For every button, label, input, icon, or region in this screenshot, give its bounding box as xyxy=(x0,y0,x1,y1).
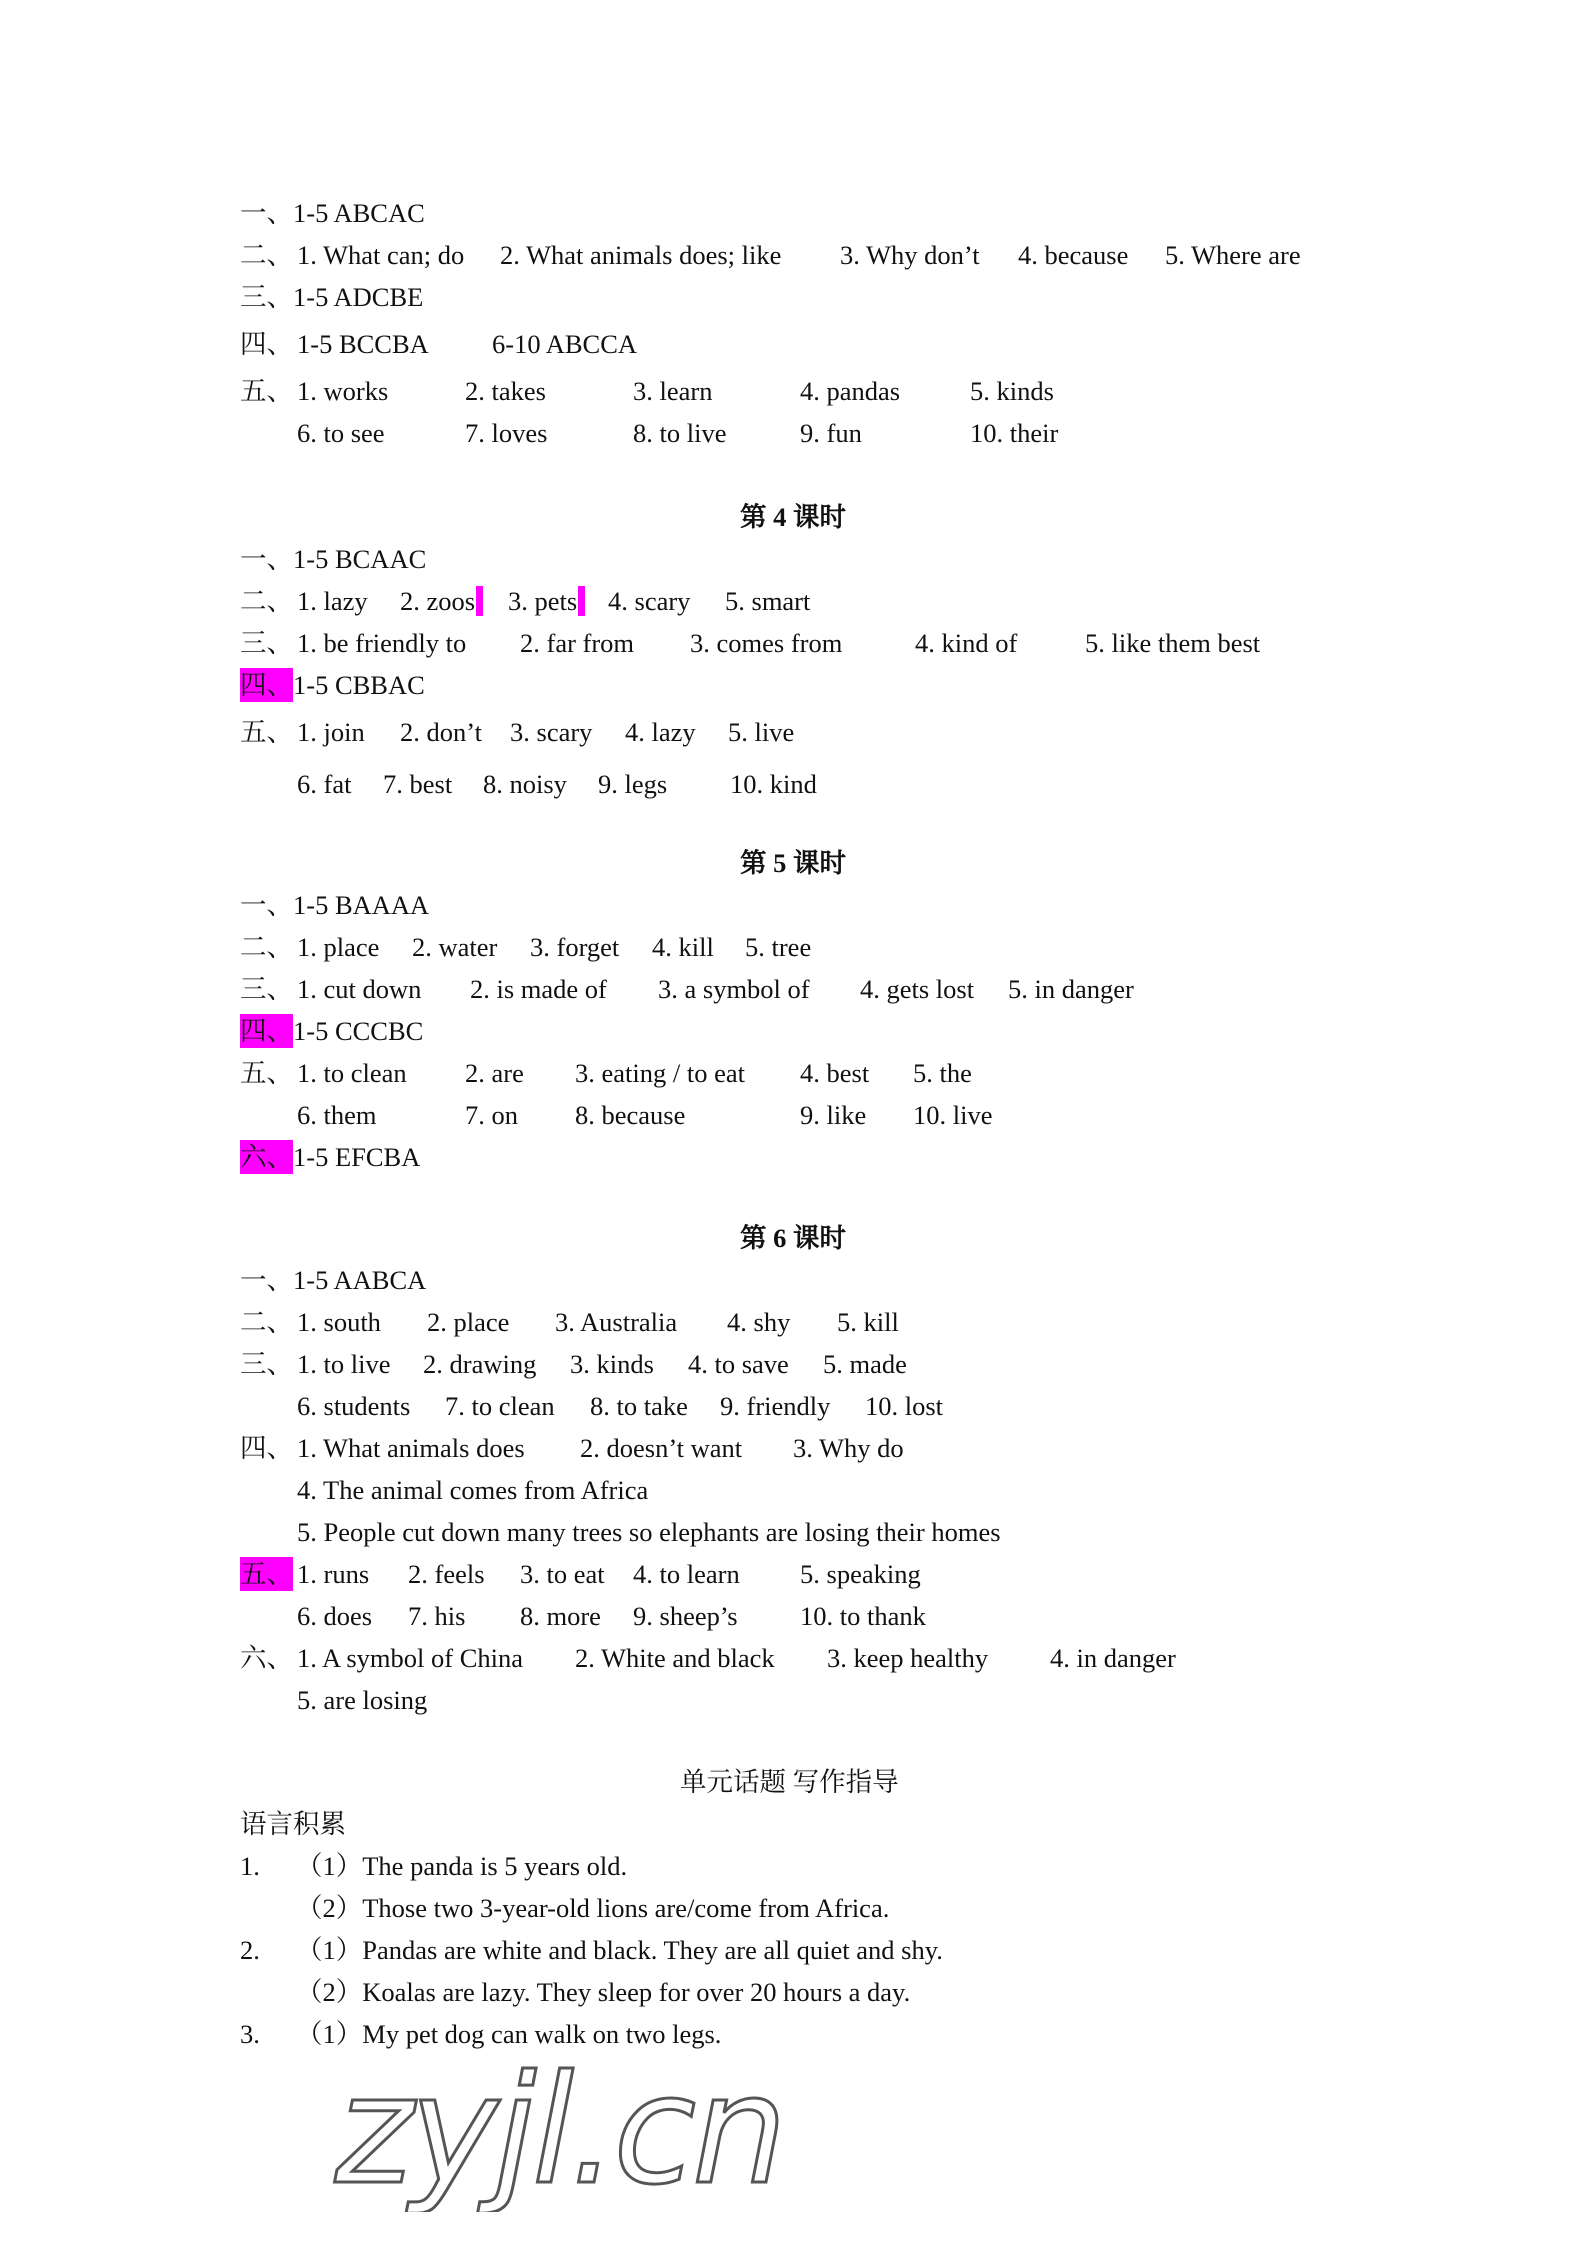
answer-item-text: 3. pets xyxy=(508,586,578,616)
answer-item: 10. live xyxy=(913,1100,993,1130)
section-title: 第 4 课时 xyxy=(740,502,846,532)
question-number: 五、 xyxy=(240,376,293,406)
answer-item: 5. in danger xyxy=(1008,974,1134,1004)
answer-row xyxy=(240,715,940,749)
answer-item: 4. because xyxy=(1018,240,1129,270)
answer-row xyxy=(240,196,425,230)
item-text: （1）My pet dog can walk on two legs. xyxy=(296,2019,722,2049)
answer-item: 3. comes from xyxy=(690,628,843,658)
question-number: 二、 xyxy=(240,240,293,270)
answer-item: 1. lazy xyxy=(297,586,368,616)
answer-item: 1. runs xyxy=(297,1559,370,1589)
answer-item: 7. loves xyxy=(465,418,548,448)
answer-row xyxy=(240,626,1340,660)
writing-item xyxy=(240,1891,889,1925)
answer-item: 2. far from xyxy=(520,628,635,658)
answer-item: 2. takes xyxy=(465,376,546,406)
question-number: 三、 xyxy=(240,282,293,312)
answer-row xyxy=(240,1263,426,1297)
answer-item: 4. to learn xyxy=(633,1559,740,1589)
answer-item: 4. in danger xyxy=(1050,1643,1176,1673)
answer-item: 7. best xyxy=(383,769,453,799)
answer-row xyxy=(240,542,426,576)
answer-item: 8. to take xyxy=(590,1391,688,1421)
question-number: 二、 xyxy=(240,586,293,616)
answer-item: 4. best xyxy=(800,1058,870,1088)
answer-row xyxy=(240,1014,423,1048)
answer-row xyxy=(240,1140,420,1174)
answer-item: 4. pandas xyxy=(800,376,901,406)
answer-item: 9. legs xyxy=(598,769,668,799)
question-number: 三、 xyxy=(240,974,293,1004)
answer-item: 5. smart xyxy=(725,586,811,616)
answer-item: 5. live xyxy=(728,717,795,747)
item-text: （1）The panda is 5 years old. xyxy=(296,1851,628,1881)
question-number: 三、 xyxy=(240,1349,293,1379)
answer-item: 3. scary xyxy=(510,717,593,747)
item-text: （2）Koalas are lazy. They sleep for over 20 hours a day. xyxy=(296,1977,911,2007)
answer-item: 4. to save xyxy=(688,1349,789,1379)
answer-row xyxy=(240,1599,1040,1633)
answer-item: 5. made xyxy=(823,1349,907,1379)
answer-item-text: 2. zoos xyxy=(400,586,476,616)
question-number: 六、 xyxy=(240,1142,293,1172)
answer-item: 4. lazy xyxy=(625,717,696,747)
writing-item xyxy=(240,1975,910,2009)
answer-row xyxy=(240,888,429,922)
answer-item: 5. tree xyxy=(745,932,812,962)
watermark-logo xyxy=(325,2042,795,2212)
answer-item: 4. shy xyxy=(727,1307,791,1337)
answer-row xyxy=(240,584,940,618)
item-number: 2. xyxy=(240,1935,260,1965)
answer-item: 9. friendly xyxy=(720,1391,831,1421)
answer-row xyxy=(240,1473,648,1507)
item-text: （1）Pandas are white and black. They are all quiet and shy. xyxy=(296,1935,943,1965)
answer-item: 9. like xyxy=(800,1100,867,1130)
answer-item: 4. scary xyxy=(608,586,691,616)
answer-item: 8. to live xyxy=(633,418,727,448)
answer-row xyxy=(240,1641,1240,1675)
answer-item: 3. learn xyxy=(633,376,713,406)
answer-item: 3. Why don’t xyxy=(840,240,980,270)
answer-item: 3. keep healthy xyxy=(827,1643,989,1673)
item-number: 1. xyxy=(240,1851,260,1881)
answer-item: 6. to see xyxy=(297,418,385,448)
item-number: 3. xyxy=(240,2019,260,2049)
answer-item: 2. is made of xyxy=(470,974,607,1004)
answer-item: 3. forget xyxy=(530,932,620,962)
answer-item: 2. drawing xyxy=(423,1349,537,1379)
answer-item: 2. water xyxy=(412,932,498,962)
answer-item: 1-5 BCCBA xyxy=(297,329,429,359)
answer-item: 10. their xyxy=(970,418,1059,448)
highlight-mark xyxy=(578,586,585,616)
answer-row xyxy=(240,1305,940,1339)
answer-row xyxy=(240,374,1140,408)
answer-item: 5. like them best xyxy=(1085,628,1261,658)
answer-item: 2. feels xyxy=(408,1559,485,1589)
answer-row xyxy=(240,767,940,801)
question-number: 二、 xyxy=(240,1307,293,1337)
answer-item: 8. because xyxy=(575,1100,686,1130)
question-number: 五、 xyxy=(240,717,293,747)
answer-row xyxy=(240,416,1140,450)
answer-item: 1. be friendly to xyxy=(297,628,467,658)
answer-item: 1. to live xyxy=(297,1349,391,1379)
answer-text: 1-5 CBBAC xyxy=(293,670,425,700)
question-number: 一、 xyxy=(240,1265,293,1295)
question-number: 六、 xyxy=(240,1643,293,1673)
answer-item: 3. Why do xyxy=(793,1433,904,1463)
writing-item xyxy=(240,1849,627,1883)
highlight-mark xyxy=(476,586,483,616)
answer-row xyxy=(240,280,423,314)
answer-item: 4. kind of xyxy=(915,628,1018,658)
answer-item: 3. kinds xyxy=(570,1349,654,1379)
answer-text: 1-5 ADCBE xyxy=(293,282,424,312)
answer-item: 1. What animals does xyxy=(297,1433,525,1463)
answer-item: 4. gets lost xyxy=(860,974,975,1004)
answer-item: 2. doesn’t want xyxy=(580,1433,743,1463)
answer-row xyxy=(240,327,940,361)
answer-text: 5. People cut down many trees so elephants are losing their homes xyxy=(297,1517,1001,1547)
answer-row xyxy=(240,1056,1140,1090)
answer-item: 6. students xyxy=(297,1391,411,1421)
answer-item xyxy=(508,584,585,618)
answer-item: 1. join xyxy=(297,717,365,747)
answer-text: 5. are losing xyxy=(297,1685,428,1715)
answer-item: 9. sheep’s xyxy=(633,1601,738,1631)
section-title: 第 5 课时 xyxy=(740,848,846,878)
answer-item: 2. are xyxy=(465,1058,524,1088)
answer-row xyxy=(240,1389,1040,1423)
section-title: 单元话题 写作指导 xyxy=(680,1767,899,1797)
answer-row xyxy=(240,972,1240,1006)
answer-row xyxy=(240,1347,1040,1381)
section-title: 第 6 课时 xyxy=(740,1223,846,1253)
answer-item: 2. White and black xyxy=(575,1643,775,1673)
answer-item: 10. to thank xyxy=(800,1601,926,1631)
answer-item: 3. eating / to eat xyxy=(575,1058,745,1088)
answer-item: 2. don’t xyxy=(400,717,482,747)
answer-item: 1. to clean xyxy=(297,1058,407,1088)
answer-row xyxy=(240,1515,1001,1549)
watermark-text: zyjl.cn xyxy=(335,2044,784,2212)
answer-row xyxy=(240,1557,1040,1591)
answer-item: 1. What can; do xyxy=(297,240,465,270)
answer-text: 1-5 BCAAC xyxy=(293,544,427,574)
answer-text: 4. The animal comes from Africa xyxy=(297,1475,649,1505)
question-number: 一、 xyxy=(240,198,293,228)
answer-item: 2. What animals does; like xyxy=(500,240,782,270)
answer-item: 5. kinds xyxy=(970,376,1054,406)
answer-item: 9. fun xyxy=(800,418,862,448)
answer-item: 8. noisy xyxy=(483,769,567,799)
answer-item: 6. them xyxy=(297,1100,377,1130)
answer-item: 7. to clean xyxy=(445,1391,555,1421)
question-number: 一、 xyxy=(240,544,293,574)
question-number: 三、 xyxy=(240,628,293,658)
answer-item: 4. kill xyxy=(652,932,714,962)
answer-item: 10. kind xyxy=(730,769,817,799)
answer-row xyxy=(240,1098,1140,1132)
section-subtitle: 语言积累 xyxy=(240,1809,346,1839)
answer-text: 1-5 BAAAA xyxy=(293,890,430,920)
answer-item: 1. south xyxy=(297,1307,381,1337)
answer-item: 7. his xyxy=(408,1601,466,1631)
answer-item: 1. place xyxy=(297,932,380,962)
answer-text: 1-5 EFCBA xyxy=(293,1142,421,1172)
answer-item: 6-10 ABCCA xyxy=(492,329,638,359)
answer-item: 3. to eat xyxy=(520,1559,605,1589)
answer-item: 1. A symbol of China xyxy=(297,1643,524,1673)
answer-row xyxy=(240,1431,1040,1465)
question-number: 四、 xyxy=(240,329,293,359)
answer-item: 5. the xyxy=(913,1058,972,1088)
answer-text: 1-5 CCCBC xyxy=(293,1016,424,1046)
answer-item: 5. Where are xyxy=(1165,240,1301,270)
answer-item: 7. on xyxy=(465,1100,518,1130)
answer-row xyxy=(240,1683,427,1717)
question-number: 五、 xyxy=(240,1559,293,1589)
question-number: 四、 xyxy=(240,670,293,700)
answer-item: 5. speaking xyxy=(800,1559,921,1589)
answer-row xyxy=(240,238,1340,272)
item-text: （2）Those two 3-year-old lions are/come from Africa. xyxy=(296,1893,890,1923)
answer-item: 1. works xyxy=(297,376,389,406)
answer-item: 5. kill xyxy=(837,1307,899,1337)
answer-item: 6. does xyxy=(297,1601,373,1631)
answer-item: 1. cut down xyxy=(297,974,422,1004)
question-number: 五、 xyxy=(240,1058,293,1088)
answer-row xyxy=(240,930,940,964)
answer-text: 1-5 ABCAC xyxy=(293,198,425,228)
answer-item: 8. more xyxy=(520,1601,601,1631)
writing-item xyxy=(240,1933,943,1967)
question-number: 二、 xyxy=(240,932,293,962)
question-number: 四、 xyxy=(240,1016,293,1046)
answer-item xyxy=(400,584,483,618)
answer-item: 3. Australia xyxy=(555,1307,678,1337)
question-number: 一、 xyxy=(240,890,293,920)
answer-row xyxy=(240,668,425,702)
answer-item: 10. lost xyxy=(865,1391,944,1421)
answer-item: 2. place xyxy=(427,1307,510,1337)
answer-item: 6. fat xyxy=(297,769,352,799)
question-number: 四、 xyxy=(240,1433,293,1463)
answer-text: 1-5 AABCA xyxy=(293,1265,427,1295)
answer-item: 3. a symbol of xyxy=(658,974,810,1004)
